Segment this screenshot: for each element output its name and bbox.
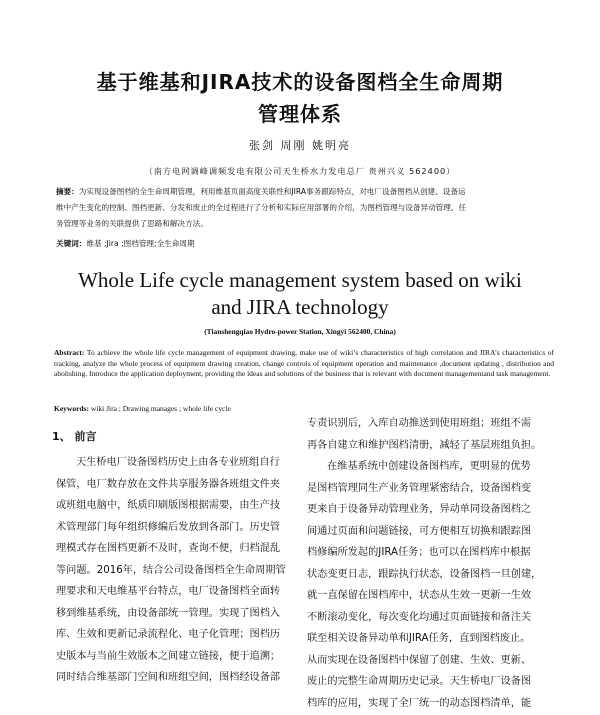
body-line: 理要求和天电维基平台特点，电厂设备图档全面转 (56, 586, 281, 597)
right-column-body (307, 413, 547, 714)
body-line: 等问题。2016年，结合公司设备图档全生命周期管 (56, 564, 286, 576)
body-line: 档库的应用，实现了全厂统一的动态图档清单，能 (307, 697, 532, 709)
chinese-abstract-line: 务管理等业务的关联提供了思路和解决方法。 (56, 219, 208, 228)
body-line: 不断滚动变化，每次变化均通过页面链接和备注关 (307, 611, 532, 623)
body-line: 或班组电脑中，纸质印刷版图根据需要，由生产技 (56, 500, 281, 511)
body-line: 保管，电厂数存放在文件共享服务器各班组文件夹 (56, 478, 281, 490)
chinese-abstract-label: 摘要： (56, 187, 79, 196)
body-line: 是图档管理同生产业务管理紧密结合，设备图档变 (307, 482, 532, 494)
body-line: 状态变更日志，跟踪执行状态，设备图档一旦创建， (307, 568, 542, 580)
english-abstract (54, 348, 554, 380)
body-line: 联至相关设备异动单和JIRA任务，直到图档废止。 (307, 633, 531, 644)
chinese-keywords-label: 关键词： (56, 239, 87, 248)
body-line: 移到维基系统，由设备部统一管理。实现了图档入 (56, 607, 281, 619)
body-line: 档修编所发起的JIRA任务；也可以在图档库中根据 (307, 547, 531, 558)
body-line: 术管理部门每年组织修编后发放到各部门。历史管 (56, 521, 281, 533)
body-line: 就一直保留在图档库中，状态从生效一更新一生效 (307, 590, 532, 601)
english-keywords-text: wiki Jira ; Drawing manages ; whole life cycle (90, 404, 231, 413)
body-line: 间通过页面和问题链接，可方便相互切换和跟踪图 (307, 525, 532, 537)
chinese-abstract-line: 维中产生变化的控制、图档更新、分发和废止的全过程进行了分析和实际应用部署的介绍，为图档管理与设备异动管理、任 (56, 203, 467, 212)
body-line: 再各自建立和维护图档清册，减轻了基层班组负担。 (307, 439, 542, 451)
english-abstract-text: To achieve the whole life cycle management of equipment drawing, make use of wiki’s characteristics of high correlation and JIRA’s characteristics of tracking, analyze the whole process of equipment drawing creation, change controls of equipment operation and maintenance ,document updating , distribution and abolishing. Introduce the application deployment, providing the ideas and solutions of the business that is relevant with document managementand task management. (54, 348, 554, 378)
body-line: 从而实现在设备图档中保留了创建、生效、更新、 (307, 654, 532, 666)
body-line: 废止的完整生命周期历史记录。天生桥电厂设备图 (307, 676, 532, 687)
chinese-title-line-1: 基于维基和JIRA技术的设备图档全生命周期 (96, 70, 504, 94)
chinese-keywords-text: 维基 ;Jira ;图档管理;全生命周期 (86, 239, 195, 248)
english-keywords (54, 404, 554, 413)
chinese-authors: 张剑 周刚 姚明亮 (249, 139, 351, 152)
body-line: 在维基系统中创建设备图档库，更明显的优势 (327, 461, 531, 472)
body-line: 理模式存在图档更新不及时，查询不便，归档混乱 (56, 543, 281, 554)
section-heading-introduction: 1、 前言 (52, 430, 97, 443)
chinese-abstract-line: 为实现设备图档的全生命周期管理，利用维基页面高度关联性和JIRA事务跟踪特点，对电厂设备图档从创建、设备运 (78, 187, 466, 196)
chinese-keywords (56, 236, 551, 252)
left-column-body (56, 452, 291, 689)
english-abstract-label: Abstract: (54, 348, 85, 357)
english-title-line-2: and JIRA technology (211, 295, 389, 319)
english-title-line-1: Whole Life cycle management system based on wiki (78, 268, 522, 292)
body-line: 同时结合维基部门空间和班组空间，图档经设备部 (56, 672, 281, 683)
chinese-affiliation: （南方电网调峰调频发电有限公司天生桥水力发电总厂 贵州兴义 562400） (144, 166, 456, 176)
english-keywords-label: Keywords: (54, 404, 89, 413)
body-line: 史版本与当前生效版本之间建立链接，便于追溯； (56, 650, 281, 662)
body-line: 天生桥电厂设备图档历史上由各专业班组自行 (76, 457, 280, 468)
chinese-abstract (56, 184, 551, 232)
chinese-title-line-2: 管理体系 (258, 102, 342, 126)
english-affiliation: (Tianshengqiao Hydro-power Station, Xingyi 562400, China) (204, 327, 396, 336)
body-line: 专责识别后，入库自动推送到使用班组；班组不需 (307, 418, 532, 429)
body-line: 库、生效和更新记录流程化、电子化管理；图档历 (56, 629, 281, 640)
body-line: 更来自于设备异动管理业务，异动单同设备图档之 (307, 504, 532, 515)
